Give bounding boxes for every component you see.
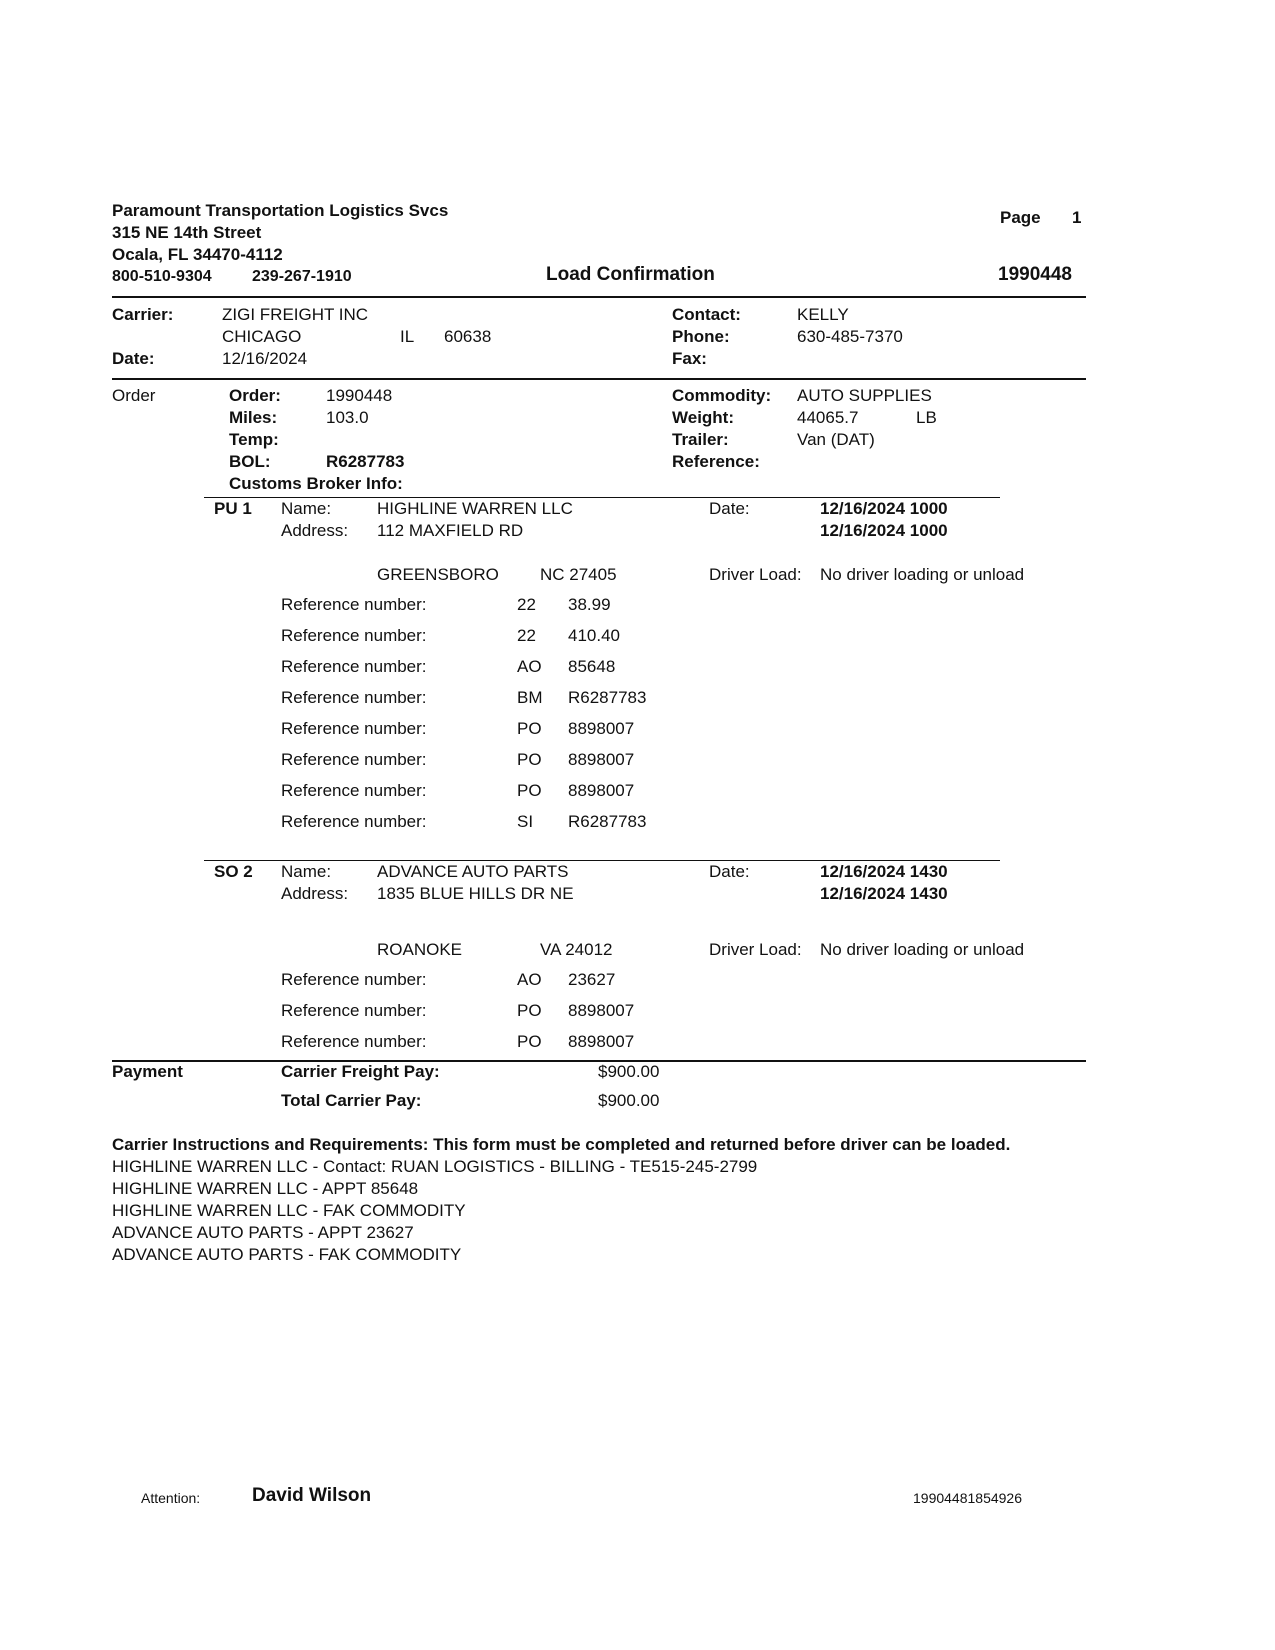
- attention-name: David Wilson: [252, 1485, 372, 1506]
- driver-load-value: No driver loading or unload: [820, 565, 1025, 584]
- weight-label: Weight:: [672, 408, 735, 427]
- bol-value: R6287783: [326, 452, 405, 471]
- reference-code: AO: [517, 657, 542, 676]
- customs-broker-label: Customs Broker Info:: [229, 474, 403, 493]
- instruction-line: HIGHLINE WARREN LLC - FAK COMMODITY: [112, 1201, 466, 1220]
- carrier-label: Carrier:: [112, 305, 174, 324]
- stop-state-zip: NC 27405: [540, 565, 617, 584]
- miles-value: 103.0: [326, 408, 369, 427]
- order-label: Order:: [229, 386, 281, 405]
- reference-number-label: Reference number:: [281, 595, 427, 614]
- driver-load-value: No driver loading or unload: [820, 940, 1025, 959]
- bol-label: BOL:: [229, 452, 271, 471]
- fax-label: Fax:: [672, 349, 707, 368]
- carrier-state: IL: [400, 327, 415, 346]
- stop-date-1: 12/16/2024 1000: [820, 499, 948, 518]
- reference-value: R6287783: [568, 688, 647, 707]
- instruction-line: ADVANCE AUTO PARTS - APPT 23627: [112, 1223, 414, 1242]
- reference-number-label: Reference number:: [281, 812, 427, 831]
- stop-city: GREENSBORO: [377, 565, 499, 584]
- company-phone-1: 800-510-9304: [112, 268, 212, 285]
- reference-value: 8898007: [568, 1001, 635, 1020]
- company-phone-2: 239-267-1910: [252, 268, 352, 285]
- driver-load-label: Driver Load:: [709, 565, 802, 584]
- company-street: 315 NE 14th Street: [112, 223, 262, 242]
- commodity-label: Commodity:: [672, 386, 772, 405]
- freight-pay-value: $900.00: [598, 1062, 660, 1081]
- carrier-name: ZIGI FREIGHT INC: [222, 305, 369, 324]
- reference-number-label: Reference number:: [281, 688, 427, 707]
- page-number: 1: [1072, 208, 1082, 227]
- document-number: 1990448: [998, 264, 1072, 285]
- weight-unit: LB: [916, 408, 937, 427]
- barcode-text: 19904481854926: [913, 1490, 1023, 1506]
- reference-code: PO: [517, 719, 542, 738]
- carrier-divider: [112, 378, 1086, 380]
- reference-number-label: Reference number:: [281, 750, 427, 769]
- reference-value: 8898007: [568, 781, 635, 800]
- date-label: Date:: [112, 349, 155, 368]
- reference-number-label: Reference number:: [281, 1001, 427, 1020]
- reference-value: 410.40: [568, 626, 620, 645]
- stop-date-1: 12/16/2024 1430: [820, 862, 948, 881]
- stop-date-label: Date:: [709, 862, 750, 881]
- reference-number-label: Reference number:: [281, 657, 427, 676]
- reference-code: BM: [517, 688, 543, 707]
- stop-city: ROANOKE: [377, 940, 463, 959]
- trailer-label: Trailer:: [672, 430, 729, 449]
- reference-value: 8898007: [568, 750, 635, 769]
- reference-code: 22: [517, 626, 536, 645]
- reference-value: 38.99: [568, 595, 611, 614]
- reference-number-label: Reference number:: [281, 719, 427, 738]
- stop-name-label: Name:: [281, 862, 332, 881]
- reference-code: 22: [517, 595, 536, 614]
- carrier-date: 12/16/2024: [222, 349, 308, 368]
- stop-name: ADVANCE AUTO PARTS: [377, 862, 569, 881]
- stop-tag: SO 2: [214, 862, 253, 881]
- stop-name: HIGHLINE WARREN LLC: [377, 499, 573, 518]
- reference-code: PO: [517, 750, 542, 769]
- stop-address-label: Address:: [281, 884, 349, 903]
- reference-code: PO: [517, 1001, 542, 1020]
- stop-date-label: Date:: [709, 499, 750, 518]
- payment-section-label: Payment: [112, 1062, 183, 1081]
- stop-state-zip: VA 24012: [540, 940, 613, 959]
- trailer-value: Van (DAT): [797, 430, 875, 449]
- total-pay-value: $900.00: [598, 1091, 660, 1110]
- stop-tag: PU 1: [214, 499, 252, 518]
- miles-label: Miles:: [229, 408, 278, 427]
- instructions-heading: Carrier Instructions and Requirements: This form must be completed and returned before driver can be loaded.: [112, 1135, 1011, 1154]
- reference-number-label: Reference number:: [281, 626, 427, 645]
- contact-label: Contact:: [672, 305, 741, 324]
- stop-address: 1835 BLUE HILLS DR NE: [377, 884, 574, 903]
- company-name: Paramount Transportation Logistics Svcs: [112, 201, 449, 220]
- stop-date-2: 12/16/2024 1430: [820, 884, 948, 903]
- attention-label: Attention:: [141, 1490, 201, 1506]
- reference-number-label: Reference number:: [281, 970, 427, 989]
- reference-value: 8898007: [568, 1032, 635, 1051]
- reference-code: AO: [517, 970, 542, 989]
- company-city-state-zip: Ocala, FL 34470-4112: [112, 245, 283, 264]
- reference-value: R6287783: [568, 812, 647, 831]
- order-section-label: Order: [112, 386, 156, 405]
- document-title: Load Confirmation: [546, 264, 715, 285]
- header-divider: [112, 296, 1086, 298]
- freight-pay-label: Carrier Freight Pay:: [281, 1062, 440, 1081]
- instruction-line: ADVANCE AUTO PARTS - FAK COMMODITY: [112, 1245, 462, 1264]
- reference-value: 85648: [568, 657, 616, 676]
- temp-label: Temp:: [229, 430, 279, 449]
- order-value: 1990448: [326, 386, 393, 405]
- instruction-line: HIGHLINE WARREN LLC - Contact: RUAN LOGISTICS - BILLING - TE515-245-2799: [112, 1157, 758, 1176]
- driver-load-label: Driver Load:: [709, 940, 802, 959]
- contact-value: KELLY: [797, 305, 849, 324]
- reference-number-label: Reference number:: [281, 1032, 427, 1051]
- reference-code: PO: [517, 1032, 542, 1051]
- carrier-city: CHICAGO: [222, 327, 302, 346]
- carrier-zip: 60638: [444, 327, 492, 346]
- phone-label: Phone:: [672, 327, 730, 346]
- reference-value: 23627: [568, 970, 616, 989]
- total-pay-label: Total Carrier Pay:: [281, 1091, 422, 1110]
- stop-address-label: Address:: [281, 521, 349, 540]
- stop-address: 112 MAXFIELD RD: [377, 521, 524, 540]
- page-label: Page: [1000, 208, 1041, 227]
- commodity-value: AUTO SUPPLIES: [797, 386, 932, 405]
- reference-number-label: Reference number:: [281, 781, 427, 800]
- reference-label: Reference:: [672, 452, 760, 471]
- reference-code: SI: [517, 812, 534, 831]
- stop-date-2: 12/16/2024 1000: [820, 521, 948, 540]
- reference-code: PO: [517, 781, 542, 800]
- reference-value: 8898007: [568, 719, 635, 738]
- instruction-line: HIGHLINE WARREN LLC - APPT 85648: [112, 1179, 419, 1198]
- stop-name-label: Name:: [281, 499, 332, 518]
- weight-value: 44065.7: [797, 408, 859, 427]
- phone-value: 630-485-7370: [797, 327, 903, 346]
